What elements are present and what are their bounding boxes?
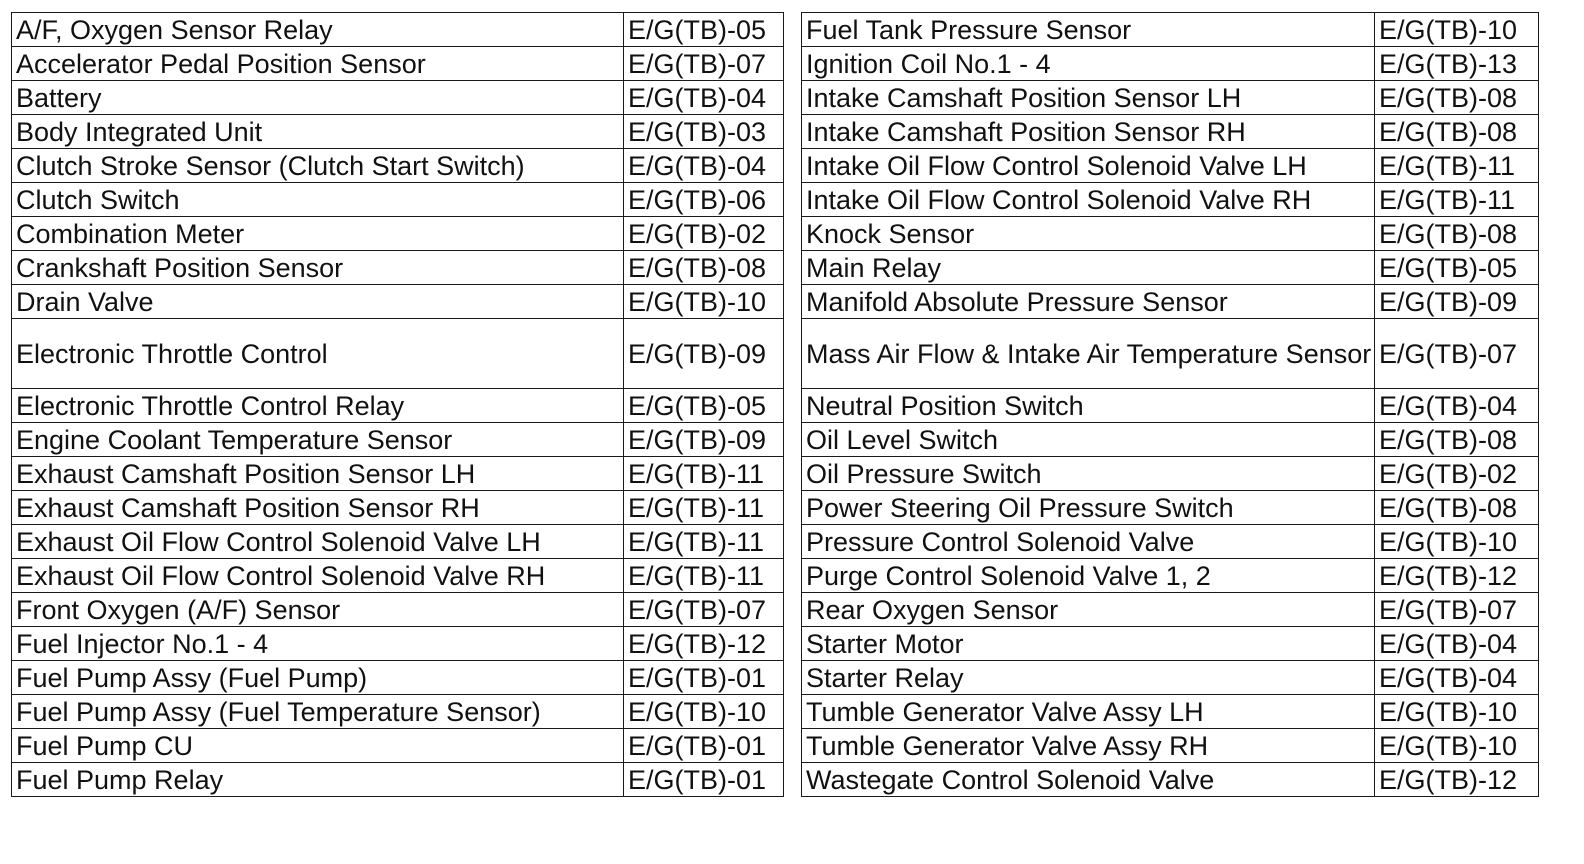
component-name: Electronic Throttle Control [12, 319, 624, 389]
table-row [12, 559, 784, 593]
component-name: Exhaust Camshaft Position Sensor LH [12, 457, 624, 491]
page-reference: E/G(TB)-05 [624, 389, 784, 423]
component-name: Intake Oil Flow Control Solenoid Valve LH [802, 149, 1375, 183]
table-row [802, 627, 1539, 661]
table-row [12, 149, 784, 183]
component-name: Combination Meter [12, 217, 624, 251]
table-row [12, 389, 784, 423]
table-row [12, 13, 784, 47]
table-row [802, 183, 1539, 217]
page-reference: E/G(TB)-11 [624, 457, 784, 491]
component-name: Battery [12, 81, 624, 115]
component-name: Fuel Injector No.1 - 4 [12, 627, 624, 661]
page-reference: E/G(TB)-07 [624, 47, 784, 81]
page-reference: E/G(TB)-03 [624, 115, 784, 149]
table-row [802, 13, 1539, 47]
table-row [12, 627, 784, 661]
table-row [12, 251, 784, 285]
table-row [12, 729, 784, 763]
component-name: A/F, Oxygen Sensor Relay [12, 13, 624, 47]
table-row [12, 763, 784, 797]
page-reference: E/G(TB)-08 [624, 251, 784, 285]
page-reference: E/G(TB)-10 [1375, 525, 1539, 559]
page-reference: E/G(TB)-08 [1375, 81, 1539, 115]
component-name: Oil Pressure Switch [802, 457, 1375, 491]
component-name: Intake Oil Flow Control Solenoid Valve RH [802, 183, 1375, 217]
page-reference: E/G(TB)-10 [1375, 729, 1539, 763]
page-reference: E/G(TB)-01 [624, 763, 784, 797]
component-name: Fuel Pump Assy (Fuel Pump) [12, 661, 624, 695]
page-reference: E/G(TB)-11 [1375, 183, 1539, 217]
component-name: Main Relay [802, 251, 1375, 285]
component-name: Manifold Absolute Pressure Sensor [802, 285, 1375, 319]
component-name: Front Oxygen (A/F) Sensor [12, 593, 624, 627]
page-reference: E/G(TB)-02 [1375, 457, 1539, 491]
table-row [12, 115, 784, 149]
component-name: Exhaust Camshaft Position Sensor RH [12, 491, 624, 525]
page-reference: E/G(TB)-01 [624, 661, 784, 695]
page-reference: E/G(TB)-10 [624, 695, 784, 729]
table-row [802, 423, 1539, 457]
component-name: Fuel Tank Pressure Sensor [802, 13, 1375, 47]
component-name: Engine Coolant Temperature Sensor [12, 423, 624, 457]
page-reference: E/G(TB)-08 [1375, 423, 1539, 457]
table-row [12, 491, 784, 525]
component-name: Electronic Throttle Control Relay [12, 389, 624, 423]
page-reference: E/G(TB)-10 [1375, 13, 1539, 47]
component-index-table-right [801, 12, 1539, 797]
page-reference: E/G(TB)-09 [1375, 285, 1539, 319]
component-name: Pressure Control Solenoid Valve [802, 525, 1375, 559]
table-row [802, 389, 1539, 423]
component-name: Rear Oxygen Sensor [802, 593, 1375, 627]
page-reference: E/G(TB)-11 [624, 491, 784, 525]
component-name: Fuel Pump Relay [12, 763, 624, 797]
page-reference: E/G(TB)-09 [624, 423, 784, 457]
component-name: Starter Relay [802, 661, 1375, 695]
table-row [12, 81, 784, 115]
table-row [12, 183, 784, 217]
page-reference: E/G(TB)-12 [624, 627, 784, 661]
page-reference: E/G(TB)-11 [624, 525, 784, 559]
page-reference: E/G(TB)-07 [1375, 593, 1539, 627]
table-row [12, 661, 784, 695]
table-row [12, 525, 784, 559]
table-row [802, 491, 1539, 525]
table-row [802, 115, 1539, 149]
table-row [802, 559, 1539, 593]
table-row [12, 695, 784, 729]
page-reference: E/G(TB)-05 [1375, 251, 1539, 285]
page-reference: E/G(TB)-12 [1375, 763, 1539, 797]
table-row [802, 593, 1539, 627]
page-reference: E/G(TB)-10 [1375, 695, 1539, 729]
component-name: Fuel Pump CU [12, 729, 624, 763]
page-reference: E/G(TB)-07 [1375, 319, 1539, 389]
table-row [802, 81, 1539, 115]
table-row [12, 285, 784, 319]
table-row [802, 319, 1539, 389]
table-row [802, 695, 1539, 729]
page-reference: E/G(TB)-07 [624, 593, 784, 627]
table-row [12, 47, 784, 81]
page-reference: E/G(TB)-08 [1375, 491, 1539, 525]
component-name: Purge Control Solenoid Valve 1, 2 [802, 559, 1375, 593]
component-name: Neutral Position Switch [802, 389, 1375, 423]
page-reference: E/G(TB)-09 [624, 319, 784, 389]
page-reference: E/G(TB)-02 [624, 217, 784, 251]
table-row [802, 251, 1539, 285]
component-name: Tumble Generator Valve Assy LH [802, 695, 1375, 729]
component-name: Exhaust Oil Flow Control Solenoid Valve RH [12, 559, 624, 593]
component-name: Intake Camshaft Position Sensor RH [802, 115, 1375, 149]
page-reference: E/G(TB)-11 [1375, 149, 1539, 183]
component-name: Exhaust Oil Flow Control Solenoid Valve LH [12, 525, 624, 559]
page-reference: E/G(TB)-04 [1375, 389, 1539, 423]
table-row [802, 525, 1539, 559]
table-row [802, 47, 1539, 81]
page-reference: E/G(TB)-13 [1375, 47, 1539, 81]
component-name: Power Steering Oil Pressure Switch [802, 491, 1375, 525]
page-reference: E/G(TB)-05 [624, 13, 784, 47]
table-body [802, 13, 1539, 797]
table-row [12, 457, 784, 491]
component-name: Fuel Pump Assy (Fuel Temperature Sensor) [12, 695, 624, 729]
table-row [12, 423, 784, 457]
table-row [802, 217, 1539, 251]
table-body [12, 13, 784, 797]
page-reference: E/G(TB)-04 [624, 149, 784, 183]
table-row [802, 285, 1539, 319]
page-reference: E/G(TB)-06 [624, 183, 784, 217]
component-name: Accelerator Pedal Position Sensor [12, 47, 624, 81]
page-reference: E/G(TB)-04 [1375, 661, 1539, 695]
component-index-table-left [11, 12, 784, 797]
component-name: Body Integrated Unit [12, 115, 624, 149]
table-row [802, 149, 1539, 183]
component-name: Mass Air Flow & Intake Air Temperature Sensor [802, 319, 1375, 389]
table-row [12, 217, 784, 251]
table-row [12, 593, 784, 627]
page-reference: E/G(TB)-04 [1375, 627, 1539, 661]
table-row [12, 319, 784, 389]
component-name: Clutch Switch [12, 183, 624, 217]
component-name: Clutch Stroke Sensor (Clutch Start Switch) [12, 149, 624, 183]
page-reference: E/G(TB)-01 [624, 729, 784, 763]
page-reference: E/G(TB)-08 [1375, 115, 1539, 149]
component-name: Oil Level Switch [802, 423, 1375, 457]
table-row [802, 763, 1539, 797]
page-reference: E/G(TB)-11 [624, 559, 784, 593]
component-name: Knock Sensor [802, 217, 1375, 251]
table-row [802, 729, 1539, 763]
component-name: Ignition Coil No.1 - 4 [802, 47, 1375, 81]
page-reference: E/G(TB)-08 [1375, 217, 1539, 251]
component-name: Crankshaft Position Sensor [12, 251, 624, 285]
component-name: Tumble Generator Valve Assy RH [802, 729, 1375, 763]
component-name: Starter Motor [802, 627, 1375, 661]
component-name: Wastegate Control Solenoid Valve [802, 763, 1375, 797]
component-name: Drain Valve [12, 285, 624, 319]
page-reference: E/G(TB)-12 [1375, 559, 1539, 593]
table-row [802, 457, 1539, 491]
page-reference: E/G(TB)-10 [624, 285, 784, 319]
table-row [802, 661, 1539, 695]
page-reference: E/G(TB)-04 [624, 81, 784, 115]
component-name: Intake Camshaft Position Sensor LH [802, 81, 1375, 115]
